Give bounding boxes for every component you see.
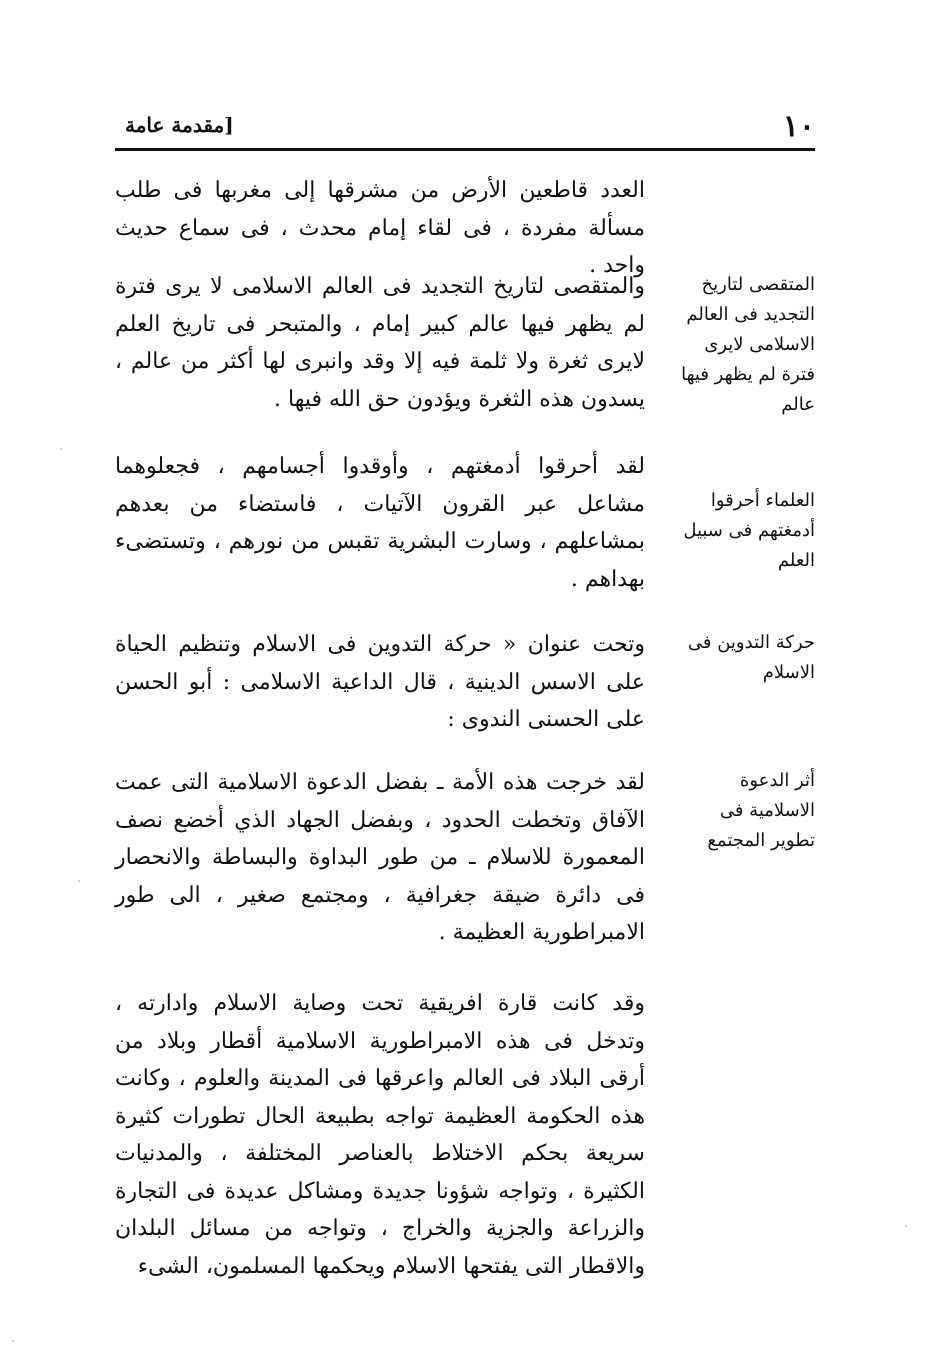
text-block-5	[115, 764, 815, 964]
page-number: ١٠	[782, 109, 815, 144]
paragraph: وقد كانت قارة افريقية تحت وصاية الاسلام وادارته ، وتدخل فى هذه الامبراطورية الاسلامية أقطار وبلاد من أرقى البلاد فى العالم واعرقها فى المدينة والعلوم ، وكانت هذه الحكومة العظيمة تواجه بطبيعة الحال تطورات كثيرة سريعة بحكم الاختلاط بالعناصر المختلفة ، والمدنيات الكثيرة ، وتواجه شؤونا جديدة ومشاكل عديدة فى التجارة والزراعة والجزية والخراج ، وتواجه من مسائل البلدان والاقطار التى يفتحها الاسلام ويحكمها المسلمون، الشىء	[115, 991, 645, 1279]
margin-note: المتقصى لتاريخ التجديد فى العالم الاسلامى لايرى فترة لم يظهر فيها عالم	[681, 274, 815, 415]
text-block-4	[115, 626, 815, 746]
text-block-1	[115, 172, 815, 278]
paragraph: والمتقصى لتاريخ التجديد فى العالم الاسلامى لا يرى فترة لم يظهر فيها عالم كبير إمام ، والمتبحر فى تاريخ العلم لايرى ثغرة ولا ثلمة فيه إلا وقد وانبرى لها أكثر من عالم ، يسدون هذه الثغرة ويؤدون حق الله فيها .	[115, 274, 645, 412]
paragraph: لقد أحرقوا أدمغتهم ، وأوقدوا أجسامهم ، فجعلوهما مشاعل عبر القرون الآتيات ، فاستضاء من بعدهم بمشاعلهم ، وسارت البشرية تقبس من نورهم ، وتستضىء بهداهم .	[115, 454, 645, 592]
text-block-2	[115, 268, 815, 428]
paragraph: العدد قاطعين الأرض من مشرقها إلى مغربها فى طلب مسألة مفردة ، فى لقاء إمام محدث ، فى سماع حديث واحد .	[115, 178, 645, 278]
scan-speck	[78, 880, 80, 882]
paragraph: لقد خرجت هذه الأمة ـ بفضل الدعوة الاسلامية التى عمت الآفاق وتخطت الحدود ، وبفضل الجهاد الذي أخضع نصف المعمورة للاسلام ـ من طور البداوة والبساطة والانحصار فى دائرة ضيقة جغرافية ، ومجتمع صغير ، الى طور الامبراطورية العظيمة .	[115, 770, 645, 945]
scan-speck	[12, 1340, 14, 1342]
text-block-3	[115, 448, 815, 608]
text-block-6	[115, 985, 815, 1305]
scan-speck	[905, 1225, 907, 1227]
header-rule	[115, 148, 815, 151]
running-title: [مقدمة عامة	[125, 113, 234, 137]
margin-note: العلماء أحرقوا أدمغتهم فى سبيل العلم	[683, 490, 815, 571]
margin-note: حركة التدوين فى الاسلام	[687, 632, 815, 683]
page-header	[115, 105, 815, 149]
scan-speck	[60, 448, 62, 450]
paragraph: وتحت عنوان « حركة التدوين فى الاسلام وتنظيم الحياة على الاسس الدينية ، قال الداعية الاسلامى : أبو الحسن على الحسنى الندوى :	[115, 632, 645, 732]
margin-note: أثر الدعوة الاسلامية فى تطوير المجتمع	[707, 770, 815, 851]
